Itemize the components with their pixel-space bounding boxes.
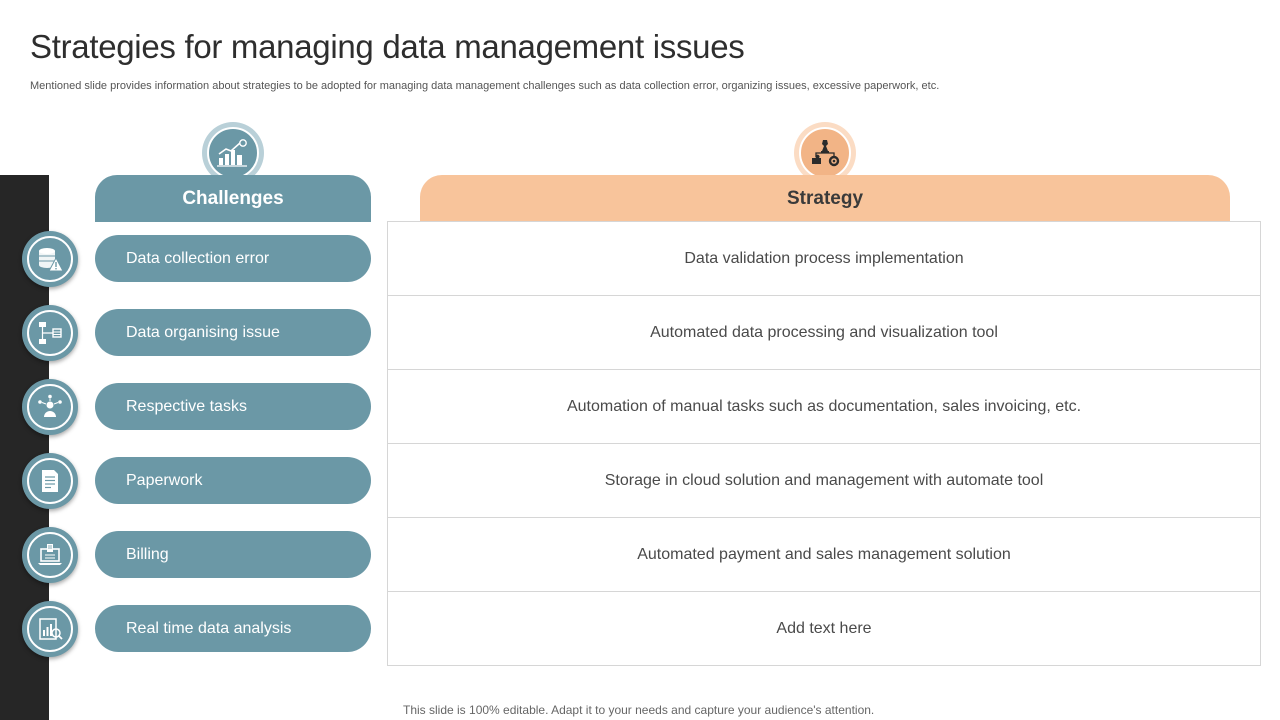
document-icon	[22, 453, 78, 509]
challenges-header: Challenges	[95, 175, 371, 222]
challenge-pill: Real time data analysis	[95, 605, 371, 652]
strategy-cell: Add text here	[387, 591, 1261, 666]
database-warning-icon	[22, 231, 78, 287]
strategy-cell: Automated data processing and visualization tool	[387, 295, 1261, 370]
footer-note: This slide is 100% editable. Adapt it to your needs and capture your audience's attention.	[403, 703, 875, 717]
strategy-cell: Automated payment and sales management solution	[387, 517, 1261, 592]
page-subtitle: Mentioned slide provides information about strategies to be adopted for managing data management challenges such as data collection error, organizing issues, excessive paperwork, etc.	[30, 80, 940, 92]
challenge-pill: Respective tasks	[95, 383, 371, 430]
strategy-cell: Data validation process implementation	[387, 221, 1261, 296]
strategy-header: Strategy	[420, 175, 1230, 222]
person-tasks-icon	[22, 379, 78, 435]
strategy-cell: Automation of manual tasks such as documentation, sales invoicing, etc.	[387, 369, 1261, 444]
challenge-pill: Billing	[95, 531, 371, 578]
challenge-pill: Data collection error	[95, 235, 371, 282]
billing-laptop-icon	[22, 527, 78, 583]
page-title: Strategies for managing data management issues	[30, 28, 745, 65]
analytics-report-icon	[22, 601, 78, 657]
strategy-cell: Storage in cloud solution and management with automate tool	[387, 443, 1261, 518]
data-flow-icon	[22, 305, 78, 361]
challenge-pill: Paperwork	[95, 457, 371, 504]
challenge-pill: Data organising issue	[95, 309, 371, 356]
